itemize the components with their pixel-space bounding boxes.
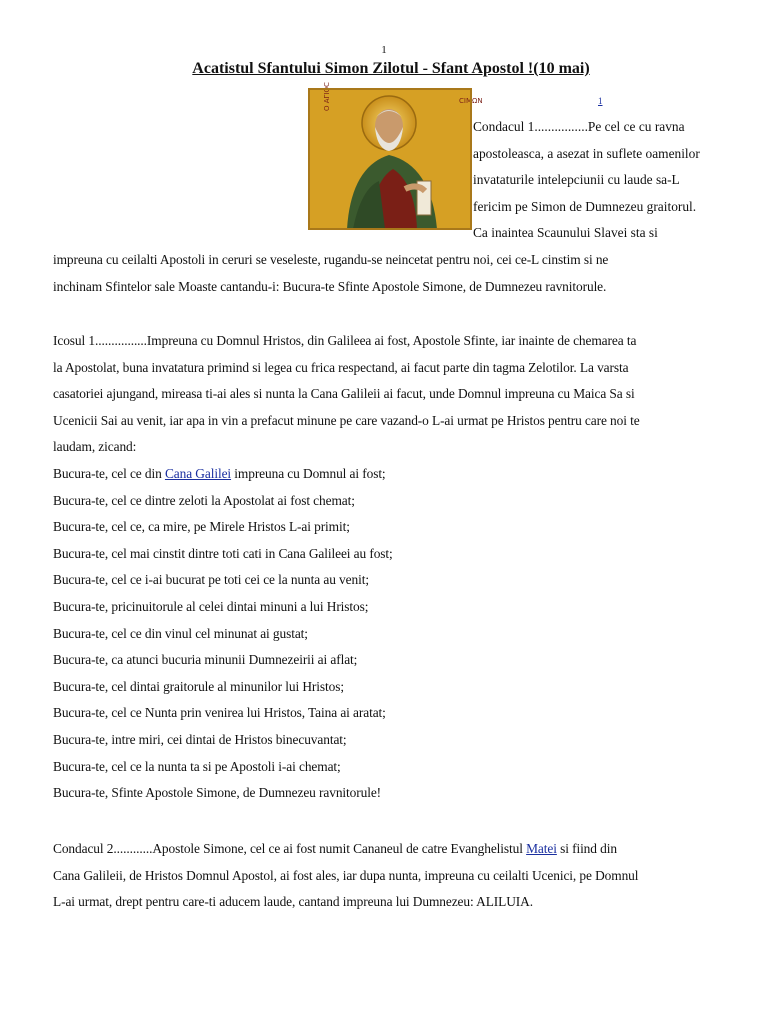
condac1-text [53, 247, 735, 300]
icon-lettering-right: CIMΩN [459, 97, 483, 105]
bucura-line: Bucura-te, ca atunci bucuria minunii Dumnezeirii ai aflat; [53, 652, 358, 668]
condac2-text [53, 836, 735, 916]
condac1-side-line: Ca inaintea Scaunului Slavei sta si [473, 225, 658, 241]
bucura-line: Bucura-te, cel dintai graitorule al minunilor lui Hristos; [53, 678, 344, 694]
condac1-side-line: apostoleasca, a asezat in suflete oamenilor [473, 145, 700, 161]
matei-link[interactable]: Matei [526, 841, 557, 856]
bucura-line: Bucura-te, cel ce din vinul cel minunat ai gustat; [53, 625, 308, 641]
cana-galilei-link[interactable]: Cana Galilei [164, 466, 232, 481]
icon-link[interactable]: 1 [598, 96, 603, 106]
icos1-text [53, 328, 735, 461]
page-number: 1 [381, 44, 387, 56]
icos1-line: casatoriei ajungand, mireasa ti-ai ales si nunta la Cana Galileii ai facut, unde Domnul impreuna cu Maica Sa si [53, 386, 635, 402]
saint-icon [309, 82, 483, 229]
icos1-line: laudam, zicand: [53, 439, 137, 455]
bucura-line: Bucura-te, pricinuitorule al celei dintai minuni a lui Hristos; [53, 598, 369, 614]
icon-lettering-left: O AΓIOC [323, 82, 331, 111]
icos1-line: Icosul 1................Impreuna cu Domnul Hristos, din Galileea ai fost, Apostole Sfinte, iar inainte de chemarea ta [53, 333, 637, 348]
condac2-line: Condacul 2............Apostole Simone, cel ce ai fost numit Cananeul de catre Evanghelistul Matei si fiind din [53, 841, 617, 856]
bucura-line: Bucura-te, Sfinte Apostole Simone, de Dumnezeu ravnitorule! [53, 785, 382, 801]
saint-icon-image [309, 82, 483, 229]
bucura-line: Bucura-te, cel mai cinstit dintre toti cati in Cana Galileei au fost; [53, 545, 393, 561]
icos1-line: la Apostolat, buna invatatura primind si legea cu frica respectand, ai facut parte din tagma Zelotilor. La varsta [53, 359, 629, 375]
condac1-line: inchinam Sfintelor sale Moaste cantandu-i: Bucura-te Sfinte Apostole Simone, de Dumnezeu ravnitorule. [53, 278, 607, 294]
condac1-side-line: Condacul 1................Pe cel ce cu ravna [473, 119, 685, 134]
document-title: Acatistul Sfantului Simon Zilotul - Sfant Apostol !(10 mai) [192, 60, 590, 77]
condac1-side-text [473, 114, 700, 247]
bucura-line: Bucura-te, cel ce Nunta prin venirea lui Hristos, Taina ai aratat; [53, 705, 386, 721]
bucura-line: Bucura-te, cel ce la nunta ta si pe Apostoli i-ai chemat; [53, 758, 341, 774]
bucura-line: Bucura-te, intre miri, cei dintai de Hristos binecuvantat; [53, 731, 347, 747]
condac1-side-line: invataturile intelepciunii cu laude sa-L [473, 172, 680, 188]
bucura-list [53, 461, 735, 807]
condac2-line: Cana Galileii, de Hristos Domnul Apostol, ai fost ales, iar dupa nunta, impreuna cu ceilalti Ucenici, pe Domnul [53, 867, 639, 883]
bucura-line: Bucura-te, cel ce i-ai bucurat pe toti cei ce la nunta au venit; [53, 572, 369, 588]
icos1-line: Ucenicii Sai au venit, iar apa in vin a prefacut minune pe care vazand-o L-ai urmat pe Hristos pentru care noi te [53, 412, 640, 428]
bucura-line: Bucura-te, cel ce din Cana Galilei impreuna cu Domnul ai fost; [53, 466, 386, 481]
bucura-line: Bucura-te, cel ce, ca mire, pe Mirele Hristos L-ai primit; [53, 519, 350, 535]
condac1-line: impreuna cu ceilalti Apostoli in ceruri se veseleste, rugandu-se neincetat pentru noi, cei ce-L cinstim si ne [53, 252, 609, 267]
condac1-side-line: fericim pe Simon de Dumnezeu graitorul. [473, 198, 697, 214]
condac2-line: L-ai urmat, drept pentru care-ti aducem laude, cantand impreuna lui Dumnezeu: ALILUIA. [53, 894, 533, 910]
bucura-line: Bucura-te, cel ce dintre zeloti la Apostolat ai fost chemat; [53, 492, 355, 508]
